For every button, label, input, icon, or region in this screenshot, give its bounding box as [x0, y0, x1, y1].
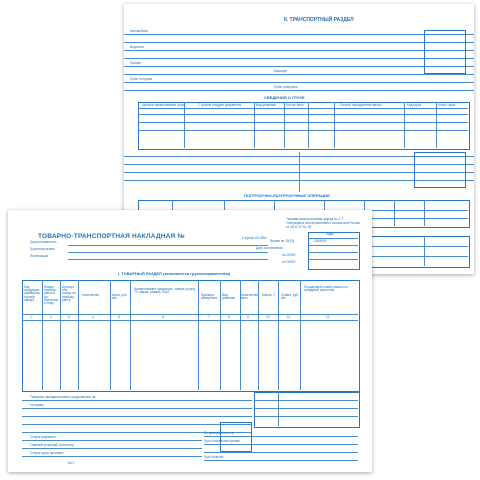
col-num-3: 3 — [68, 315, 70, 319]
signature-box — [220, 422, 252, 452]
col-num-7: 7 — [208, 315, 210, 319]
pack-header: Вид упаковки — [256, 103, 276, 107]
goods-section-title: I. ТОВАРНЫЙ РАЗДЕЛ (заполняется грузоотправителем) — [118, 271, 231, 276]
payer-label: Плательщик — [30, 254, 49, 258]
col-header-8: Вид упаковки — [222, 293, 236, 301]
col-num-1: 1 — [30, 315, 32, 319]
col-num-11: 11 — [287, 315, 291, 319]
continuation-label: Товарная накладная имеет продолжение на — [30, 395, 96, 399]
form-note: Типовая межотраслевая форма № 1-Т — [286, 217, 344, 221]
received-label: Груз получил — [204, 455, 224, 459]
col-num-10: 10 — [266, 315, 270, 319]
waybill-title: ТОВАРНО-ТРАНСПОРТНАЯ НАКЛАДНАЯ № — [38, 233, 185, 240]
col-header-6: Наименование продукции, товара (груза), ТУ, марка, размер, сорт — [134, 287, 196, 295]
consignee-line[interactable] — [68, 252, 268, 253]
okud-label: Форма по ОКУД — [270, 239, 294, 243]
payer-line[interactable] — [68, 259, 268, 260]
cargo-code-header: Код груза — [407, 103, 422, 107]
waybill-series: Серия 02 ВМ — [242, 235, 267, 240]
cargo-info-heading: СВЕДЕНИЯ О ГРУЗЕ — [264, 95, 305, 100]
col-header-10: Масса, т — [262, 293, 275, 297]
codes-header: Коды — [326, 232, 334, 236]
accountant-label: Главный (старший) бухгалтер — [30, 443, 74, 447]
col-header-3: Артикул или номер по прейску-ранту — [62, 285, 76, 302]
sum-label: на сумму — [30, 403, 44, 407]
col-header-5: Цена, руб. коп. — [112, 293, 128, 301]
col-header-11: Сумма, руб. коп. — [281, 293, 299, 301]
codes-box — [424, 30, 466, 74]
route-label: Маршрут — [274, 69, 288, 73]
cargo-table — [138, 102, 470, 150]
okpo-label-2: по ОКПО — [282, 260, 296, 264]
stamp-label: М.П. — [68, 461, 75, 465]
vehicle-label: Автомобиль — [130, 29, 149, 33]
driver-label: Водитель — [130, 45, 145, 49]
col-num-4: 4 — [92, 315, 94, 319]
col-num-6: 6 — [162, 315, 164, 319]
loading-point-label: Пункт погрузки — [130, 77, 153, 81]
totals-box — [254, 392, 360, 428]
okpo-label-1: по ОКПО — [282, 253, 296, 257]
docs-header: С грузом следуют документы — [198, 103, 242, 107]
weight-method-header: Способ определения массы — [340, 103, 382, 107]
shipped-label: Отпуск груза произвел — [30, 451, 64, 455]
transport-section-title: II. ТРАНСПОРТНЫЙ РАЗДЕЛ — [284, 17, 354, 23]
shipper-line[interactable] — [68, 245, 268, 246]
goods-section-sheet — [8, 210, 372, 472]
form-date: от 28.11.97 № 78 — [286, 225, 311, 229]
col-num-5: 5 — [118, 315, 120, 319]
cargo-class-header: Класс груза — [438, 103, 456, 107]
unloading-point-label: Пункт разгрузки — [274, 85, 298, 89]
form-approval: Утверждена постановлением Госкомстата России — [286, 221, 360, 225]
cargo-name-header: Краткое наименование груза — [142, 103, 185, 107]
trailer-label: Прицеп — [130, 61, 142, 65]
places-header: Кол-во мест — [286, 103, 304, 107]
consignee-label: Грузополучатель — [30, 247, 55, 251]
issue-label: Отпуск разрешил — [30, 435, 56, 439]
date-label: Дата составления — [256, 246, 283, 250]
col-header-9: Количество мест — [241, 293, 259, 301]
col-num-8: 8 — [228, 315, 230, 319]
operations-heading: ПОГРУЗОЧНО-РАЗГРУЗОЧНЫЕ ОПЕРАЦИИ — [244, 193, 330, 198]
accepted-label: Груз к перевозке принял — [204, 439, 241, 443]
col-num-9: 9 — [247, 315, 249, 319]
col-header-7: Единица измерения — [201, 293, 218, 301]
col-header-12: Порядковый номер записи по складской картотеке — [304, 285, 348, 293]
okud-value: 0345009 — [314, 239, 327, 243]
col-header-1: Код продукции (номенкла-турный номер) — [24, 285, 41, 302]
col-num-12: 12 — [326, 315, 330, 319]
attorney-label: По доверенности № — [204, 431, 234, 435]
col-header-4: Количество — [82, 293, 100, 297]
shipper-label: Грузоотправитель — [30, 240, 57, 244]
col-num-2: 2 — [50, 315, 52, 319]
col-header-2: Номер прейску-ранта и до-полнения к нему — [44, 285, 59, 306]
